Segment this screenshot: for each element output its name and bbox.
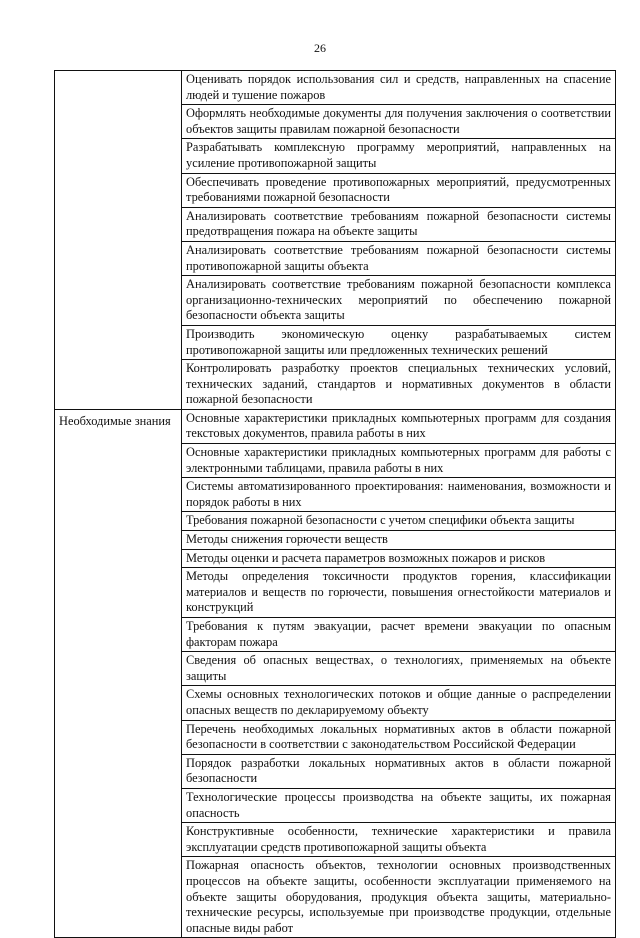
knowledge-row: Технологические процессы производства на объекте защиты, их пожарная опасность bbox=[182, 789, 615, 823]
knowledge-row: Схемы основных технологических потоков и общие данные о распределении опасных веществ по декларируемому объекту bbox=[182, 686, 615, 720]
skill-row: Анализировать соответствие требованиям пожарной безопасности комплекса организационно-технических мероприятий по обеспечению пожарной безопасности объекта защиты bbox=[182, 276, 615, 326]
knowledge-row: Пожарная опасность объектов, технологии основных производственных процессов на объекте защиты, особенности эксплуатации применяемого на объекте защиты оборудования, продукция объекта защиты, материально-технические ресурсы, используемые при производстве продукции, отдельные опасные виды работ bbox=[186, 858, 611, 935]
right-column bbox=[182, 71, 615, 937]
knowledge-row: Основные характеристики прикладных компьютерных программ для работы с электронными таблицами, правила работы в них bbox=[182, 444, 615, 478]
knowledge-row: Порядок разработки локальных нормативных актов в области пожарной безопасности bbox=[182, 755, 615, 789]
knowledge-row: Методы снижения горючести веществ bbox=[182, 531, 615, 550]
knowledge-row: Системы автоматизированного проектирования: наименования, возможности и порядок работы в них bbox=[182, 478, 615, 512]
skill-row: Анализировать соответствие требованиям пожарной безопасности системы предотвращения пожара на объекте защиты bbox=[182, 208, 615, 242]
knowledge-row: Основные характеристики прикладных компьютерных программ для создания текстовых документов, правила работы в них bbox=[182, 410, 615, 444]
skill-row: Оценивать порядок использования сил и средств, направленных на спасение людей и тушение пожаров bbox=[182, 71, 615, 105]
skill-row: Анализировать соответствие требованиям пожарной безопасности системы противопожарной защиты объекта bbox=[182, 242, 615, 276]
page-number: 26 bbox=[314, 41, 326, 55]
left-cell-knowledge-label: Необходимые знания bbox=[59, 413, 171, 428]
knowledge-row: Перечень необходимых локальных нормативных актов в области пожарной безопасности в соответствии с законодательством Российской Федерации bbox=[182, 721, 615, 755]
knowledge-row: Методы определения токсичности продуктов горения, классификации материалов и веществ по горючести, повышения огнестойкости материалов и конструкций bbox=[182, 568, 615, 618]
skill-row: Производить экономическую оценку разрабатываемых систем противопожарной защиты или предложенных технических решений bbox=[182, 326, 615, 360]
left-cell-skills bbox=[55, 71, 181, 410]
knowledge-row: Методы оценки и расчета параметров возможных пожаров и рисков bbox=[182, 550, 615, 569]
knowledge-row: Требования пожарной безопасности с учетом специфики объекта защиты bbox=[182, 512, 615, 531]
knowledge-row: Конструктивные особенности, технические характеристики и правила эксплуатации средств противопожарной защиты объекта bbox=[182, 823, 615, 857]
knowledge-row: Сведения об опасных веществах, о технологиях, применяемых на объекте защиты bbox=[182, 652, 615, 686]
skill-row: Оформлять необходимые документы для получения заключения о соответствии объектов защиты правилам пожарной безопасности bbox=[182, 105, 615, 139]
skill-row: Контролировать разработку проектов специальных технических условий, технических заданий, стандартов и нормативных документов в области пожарной безопасности bbox=[182, 360, 615, 410]
knowledge-row: Требования к путям эвакуации, расчет времени эвакуации по опасным факторам пожара bbox=[182, 618, 615, 652]
competency-table bbox=[54, 70, 616, 938]
skill-row: Разрабатывать комплексную программу мероприятий, направленных на усиление противопожарной защиты bbox=[182, 139, 615, 173]
skill-row: Обеспечивать проведение противопожарных мероприятий, предусмотренных требованиями пожарной безопасности bbox=[182, 174, 615, 208]
left-column bbox=[55, 71, 182, 937]
